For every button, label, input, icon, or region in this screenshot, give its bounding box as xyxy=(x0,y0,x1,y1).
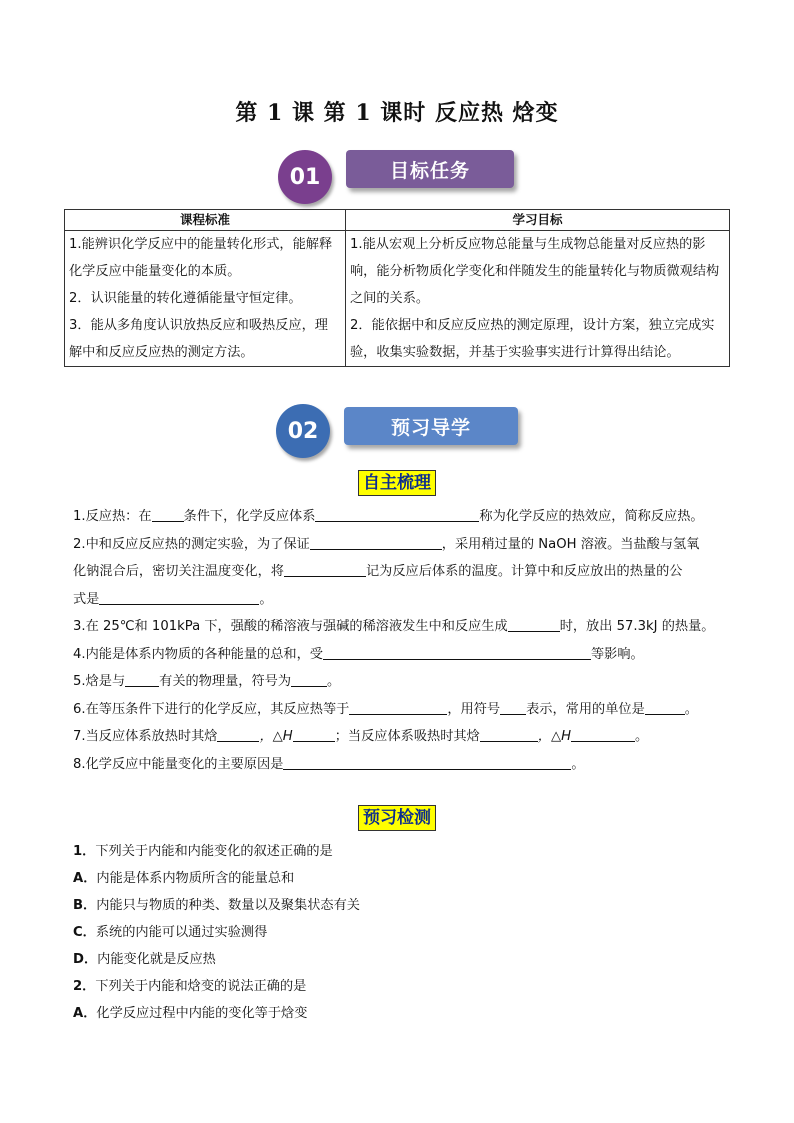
list-item: 6.在等压条件下进行的化学反应，其反应热等于 ，用符号 表示，常用的单位是 。 xyxy=(73,696,733,724)
list-item: 7.当反应体系放热时其焓 ，△H ；当反应体系吸热时其焓 ，△H 。 xyxy=(73,723,733,751)
list-item: 1.反应热：在 条件下，化学反应体系 称为化学反应的热效应，简称反应热。 xyxy=(73,503,733,531)
option-line[interactable]: B．内能只与物质的种类、数量以及聚集状态有关 xyxy=(73,898,360,913)
blank[interactable] xyxy=(323,643,591,660)
list-item: 8.化学反应中能量变化的主要原因是 。 xyxy=(73,751,733,779)
section-header-goals xyxy=(0,150,794,200)
blank[interactable] xyxy=(315,505,479,522)
list-item: 3.在 25℃和 101kPa 下，强酸的稀溶液与强碱的稀溶液发生中和反应生成 时，放出 57.3kJ 的热量。 xyxy=(73,613,733,641)
list-item: 式是 。 xyxy=(73,586,733,614)
fill-in-list xyxy=(73,503,733,778)
questions-list xyxy=(73,838,733,1027)
standard-item: 1.能辨识化学反应中的能量转化形式，能解释化学反应中能量变化的本质。 xyxy=(69,237,333,279)
section-header-preview xyxy=(0,404,794,454)
standard-item: 2．认识能量的转化遵循能量守恒定律。 xyxy=(69,291,302,306)
blank[interactable] xyxy=(310,533,442,550)
list-item: 4.内能是体系内物质的各种能量的总和，受 等影响。 xyxy=(73,641,733,669)
blank[interactable] xyxy=(291,670,327,687)
objective-item: 1.能从宏观上分析反应物总能量与生成物总能量对反应热的影响，能分析物质化学变化和伴随发生的能量转化与物质微观结构之间的关系。 xyxy=(350,237,720,306)
blank[interactable] xyxy=(125,670,159,687)
objectives-cell xyxy=(346,231,730,367)
blank[interactable] xyxy=(508,615,560,632)
blank[interactable] xyxy=(571,725,635,742)
option-line[interactable]: A．化学反应过程中内能的变化等于焓变 xyxy=(73,1006,308,1021)
blank[interactable] xyxy=(293,725,335,742)
blank[interactable] xyxy=(99,588,259,605)
self-review-tag xyxy=(0,470,794,496)
section-title-bar: 预习导学 xyxy=(344,407,518,445)
standards-table xyxy=(64,209,730,367)
blank[interactable] xyxy=(152,505,184,522)
blank[interactable] xyxy=(500,698,526,715)
blank[interactable] xyxy=(645,698,685,715)
question-line: 2．下列关于内能和焓变的说法正确的是 xyxy=(73,979,307,994)
section-number-badge: 01 xyxy=(278,150,332,204)
self-review-label: 自主梳理 xyxy=(358,470,436,496)
standards-cell xyxy=(65,231,346,367)
objective-item: 2．能依据中和反应反应热的测定原理，设计方案，独立完成实验，收集实验数据，并基于实验事实进行计算得出结论。 xyxy=(350,318,715,360)
option-line[interactable]: A．内能是体系内物质所含的能量总和 xyxy=(73,871,295,886)
option-line[interactable]: D．内能变化就是反应热 xyxy=(73,952,216,967)
table-header-objectives: 学习目标 xyxy=(346,210,730,231)
blank[interactable] xyxy=(284,560,366,577)
option-line[interactable]: C．系统的内能可以通过实验测得 xyxy=(73,925,268,940)
page-title: 第 1 课 第 1 课时 反应热 焓变 xyxy=(235,100,559,126)
blank[interactable] xyxy=(349,698,447,715)
table-header-standards: 课程标准 xyxy=(65,210,346,231)
preview-test-tag xyxy=(0,805,794,831)
list-item: 化钠混合后，密切关注温度变化，将 记为反应后体系的温度。计算中和反应放出的热量的公 xyxy=(73,558,733,586)
blank[interactable] xyxy=(283,753,571,770)
blank[interactable] xyxy=(217,725,259,742)
list-item: 5.焓是与 有关的物理量，符号为 。 xyxy=(73,668,733,696)
question-line: 1．下列关于内能和内能变化的叙述正确的是 xyxy=(73,844,333,859)
section-number-badge: 02 xyxy=(276,404,330,458)
section-title-bar: 目标任务 xyxy=(346,150,514,188)
blank[interactable] xyxy=(480,725,538,742)
list-item: 2.中和反应反应热的测定实验，为了保证 ，采用稍过量的 NaOH 溶液。当盐酸与氢氧 xyxy=(73,531,733,559)
standard-item: 3．能从多角度认识放热反应和吸热反应，理解中和反应反应热的测定方法。 xyxy=(69,318,328,360)
preview-test-label: 预习检测 xyxy=(358,805,436,831)
